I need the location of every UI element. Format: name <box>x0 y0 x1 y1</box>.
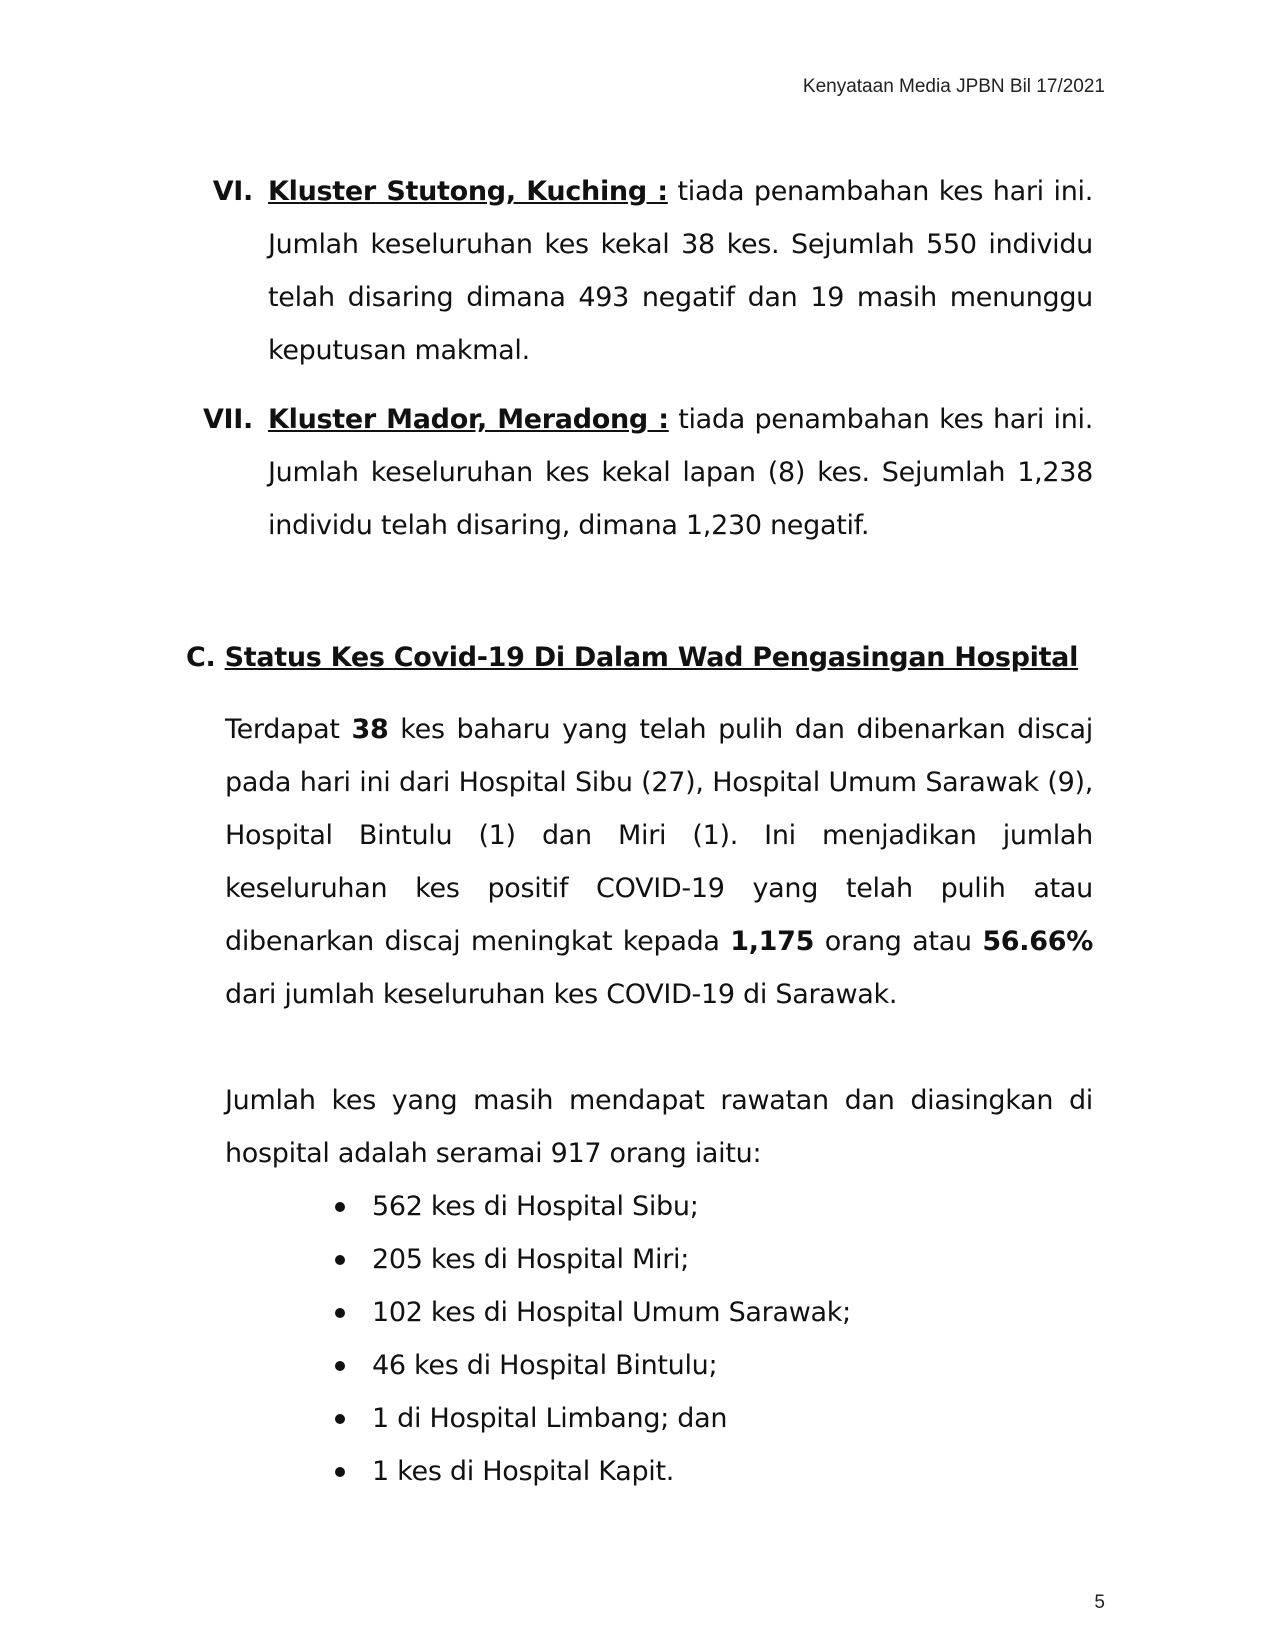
cluster-text: tiada penambahan kes hari ini. Jumlah keseluruhan kes kekal 38 kes. Sejumlah 550 individu telah disaring dimana 493 negatif dan 19 masih menunggu keputusan makmal. <box>268 176 1093 366</box>
item-numeral: VII. <box>202 404 253 435</box>
list-item <box>330 1180 851 1233</box>
bullet-icon <box>335 1202 345 1212</box>
list-item <box>330 1233 851 1286</box>
list-item-text: 102 kes di Hospital Umum Sarawak; <box>372 1297 851 1328</box>
bullet-icon <box>335 1255 345 1265</box>
list-item <box>330 1392 851 1445</box>
paragraph-text: dari jumlah keseluruhan kes COVID-19 di Sarawak. <box>225 979 898 1010</box>
bullet-icon <box>335 1467 345 1477</box>
list-item-text: 1 di Hospital Limbang; dan <box>372 1403 728 1434</box>
hospitalized-paragraph: Jumlah kes yang masih mendapat rawatan dan diasingkan di hospital adalah seramai 917 orang iaitu: <box>225 1085 1093 1169</box>
paragraph-text: kes baharu yang telah pulih dan dibenarkan discaj pada hari ini dari Hospital Sibu (27), Hospital Umum Sarawak (9), Hospital Bintulu (1) dan Miri (1). Ini menjadikan jumlah keseluruhan kes positif COVID-19 yang telah pulih atau dibenarkan discaj meningkat kepada <box>225 714 1093 957</box>
bullet-icon <box>335 1414 345 1424</box>
list-item-text: 562 kes di Hospital Sibu; <box>372 1191 699 1222</box>
total-recovered-count: 1,175 <box>730 926 815 957</box>
section-heading <box>186 638 1078 678</box>
list-item <box>330 1445 851 1498</box>
section-title: Status Kes Covid-19 Di Dalam Wad Pengasingan Hospital <box>224 642 1079 673</box>
item-numeral: VI. <box>212 176 253 207</box>
new-recovered-count: 38 <box>351 714 389 745</box>
recovery-paragraph <box>225 703 1093 1021</box>
cluster-title: Kluster Mador, Meradong : <box>268 404 669 435</box>
recovery-percentage: 56.66% <box>982 926 1093 957</box>
list-item <box>330 1339 851 1392</box>
cluster-text: tiada penambahan kes hari ini. Jumlah keseluruhan kes kekal lapan (8) kes. Sejumlah 1,238 individu telah disaring, dimana 1,230 negatif. <box>268 404 1093 541</box>
paragraph-text: Terdapat <box>225 714 340 745</box>
list-item <box>330 1286 851 1339</box>
cluster-item-mador <box>202 393 1093 552</box>
section-letter: C. <box>186 642 216 673</box>
paragraph-text: orang atau <box>824 926 972 957</box>
bullet-icon <box>335 1361 345 1371</box>
hospital-case-list <box>330 1180 851 1498</box>
page-number: 5 <box>1094 1592 1105 1613</box>
cluster-title: Kluster Stutong, Kuching : <box>268 176 668 207</box>
bullet-icon <box>335 1308 345 1318</box>
list-item-text: 46 kes di Hospital Bintulu; <box>372 1350 718 1381</box>
list-item-text: 1 kes di Hospital Kapit. <box>372 1456 675 1487</box>
cluster-item-stutong <box>212 165 1093 377</box>
document-header: Kenyataan Media JPBN Bil 17/2021 <box>802 76 1105 97</box>
list-item-text: 205 kes di Hospital Miri; <box>372 1244 690 1275</box>
